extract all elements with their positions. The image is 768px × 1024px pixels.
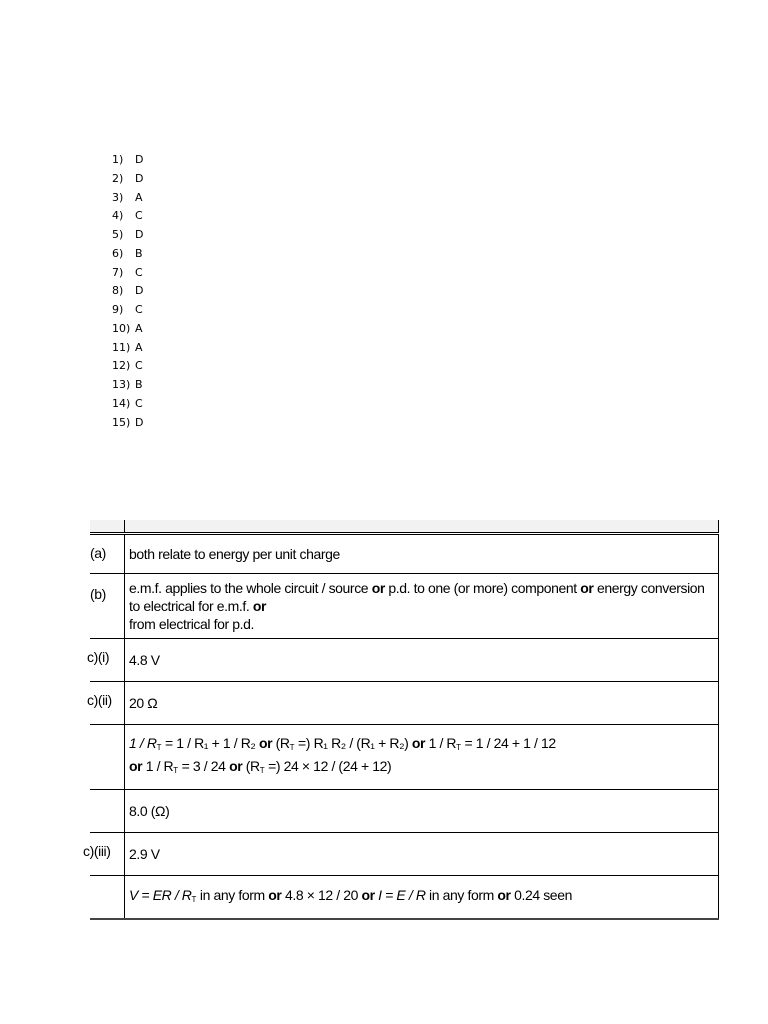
question-label	[90, 725, 125, 789]
table-row	[90, 725, 719, 790]
answer-letter: B	[135, 246, 143, 260]
table-divider	[718, 520, 719, 532]
question-label: c)(iii)	[90, 833, 125, 875]
answer-cell: 4.8 V	[125, 639, 719, 681]
answer-letter: C	[135, 359, 143, 373]
answer-letter: C	[135, 209, 143, 223]
answer-number: 10)	[112, 321, 131, 335]
answer-cell: 20 Ω	[125, 682, 719, 724]
question-label	[90, 790, 125, 832]
answer-cell: both relate to energy per unit charge	[125, 535, 719, 573]
list-item	[112, 151, 143, 170]
answer-letter: C	[135, 396, 143, 410]
question-label: (a)	[90, 535, 125, 573]
list-item	[112, 320, 143, 339]
table-row	[90, 876, 719, 920]
answer-number: 4)	[112, 209, 124, 223]
table-row	[90, 535, 719, 574]
answer-number: 9)	[112, 303, 124, 316]
answer-letter: D	[135, 284, 144, 298]
list-item	[112, 189, 143, 208]
answer-letter: A	[135, 340, 143, 354]
answer-list	[112, 151, 143, 432]
list-item	[112, 282, 143, 301]
answer-number: 1)	[112, 153, 124, 166]
answer-cell: 2.9 V	[125, 833, 719, 875]
table-row	[87, 682, 719, 725]
list-item	[112, 395, 143, 414]
table-row	[87, 639, 719, 682]
answer-number: 3)	[112, 190, 124, 204]
answer-letter: D	[135, 171, 144, 185]
answer-number: 12)	[112, 359, 131, 373]
table-row	[83, 833, 719, 876]
answer-cell: V = ER / $R_T$ in any form or 4.8 × 12 / 20 or I = E / R in any form or 0.24 seen	[125, 876, 719, 918]
answer-cell: e.m.f. applies to the whole circuit / source or p.d. to one (or more) component or energy conversion to electrical for e.m.f. or from electrical for p.d.	[125, 574, 719, 638]
list-item	[112, 226, 143, 245]
markscheme-table	[83, 520, 719, 920]
question-label: c)(i)	[90, 639, 125, 681]
answer-letter: C	[135, 303, 143, 316]
table-divider	[124, 520, 125, 532]
answer-cell: 8.0 (Ω)	[125, 790, 719, 832]
answer-letter: A	[135, 321, 143, 335]
answer-letter: B	[135, 378, 143, 391]
answer-number: 6)	[112, 246, 124, 260]
answer-number: 8)	[112, 284, 124, 298]
answer-number: 5)	[112, 228, 124, 241]
question-label: (b)	[90, 574, 125, 638]
table-row	[90, 574, 719, 639]
answer-number: 13)	[112, 378, 131, 391]
table-row	[90, 790, 719, 833]
list-item	[112, 339, 143, 358]
list-item	[112, 264, 143, 283]
list-item	[112, 357, 143, 376]
question-label: c)(ii)	[90, 682, 125, 724]
answer-number: 15)	[112, 415, 131, 429]
answer-cell: $1 / R_T = 1 / R_1 + 1 / R_2$ or ($R_T$ =) R₁ R₂ / (R₁ + R₂) or $1 / R_T = 1 / 24 + 1 / 12$ or $1 / R_T = 3 / 24$ or ($R_T$ =) 24 × 12 / (24 + 12)	[125, 725, 719, 789]
answer-number: 2)	[112, 171, 124, 185]
list-item	[112, 414, 143, 433]
answer-letter: D	[135, 415, 144, 429]
list-item	[112, 245, 143, 264]
answer-letter: A	[135, 190, 143, 204]
list-item	[112, 170, 143, 189]
list-item	[112, 376, 143, 395]
question-label	[90, 876, 125, 918]
answer-letter: D	[135, 228, 144, 241]
table-header-strip	[90, 520, 719, 533]
list-item	[112, 301, 143, 320]
answer-letter: C	[135, 265, 143, 279]
answer-number: 14)	[112, 396, 131, 410]
list-item	[112, 207, 143, 226]
answer-number: 11)	[112, 340, 131, 354]
answer-letter: D	[135, 153, 144, 166]
answer-number: 7)	[112, 265, 124, 279]
